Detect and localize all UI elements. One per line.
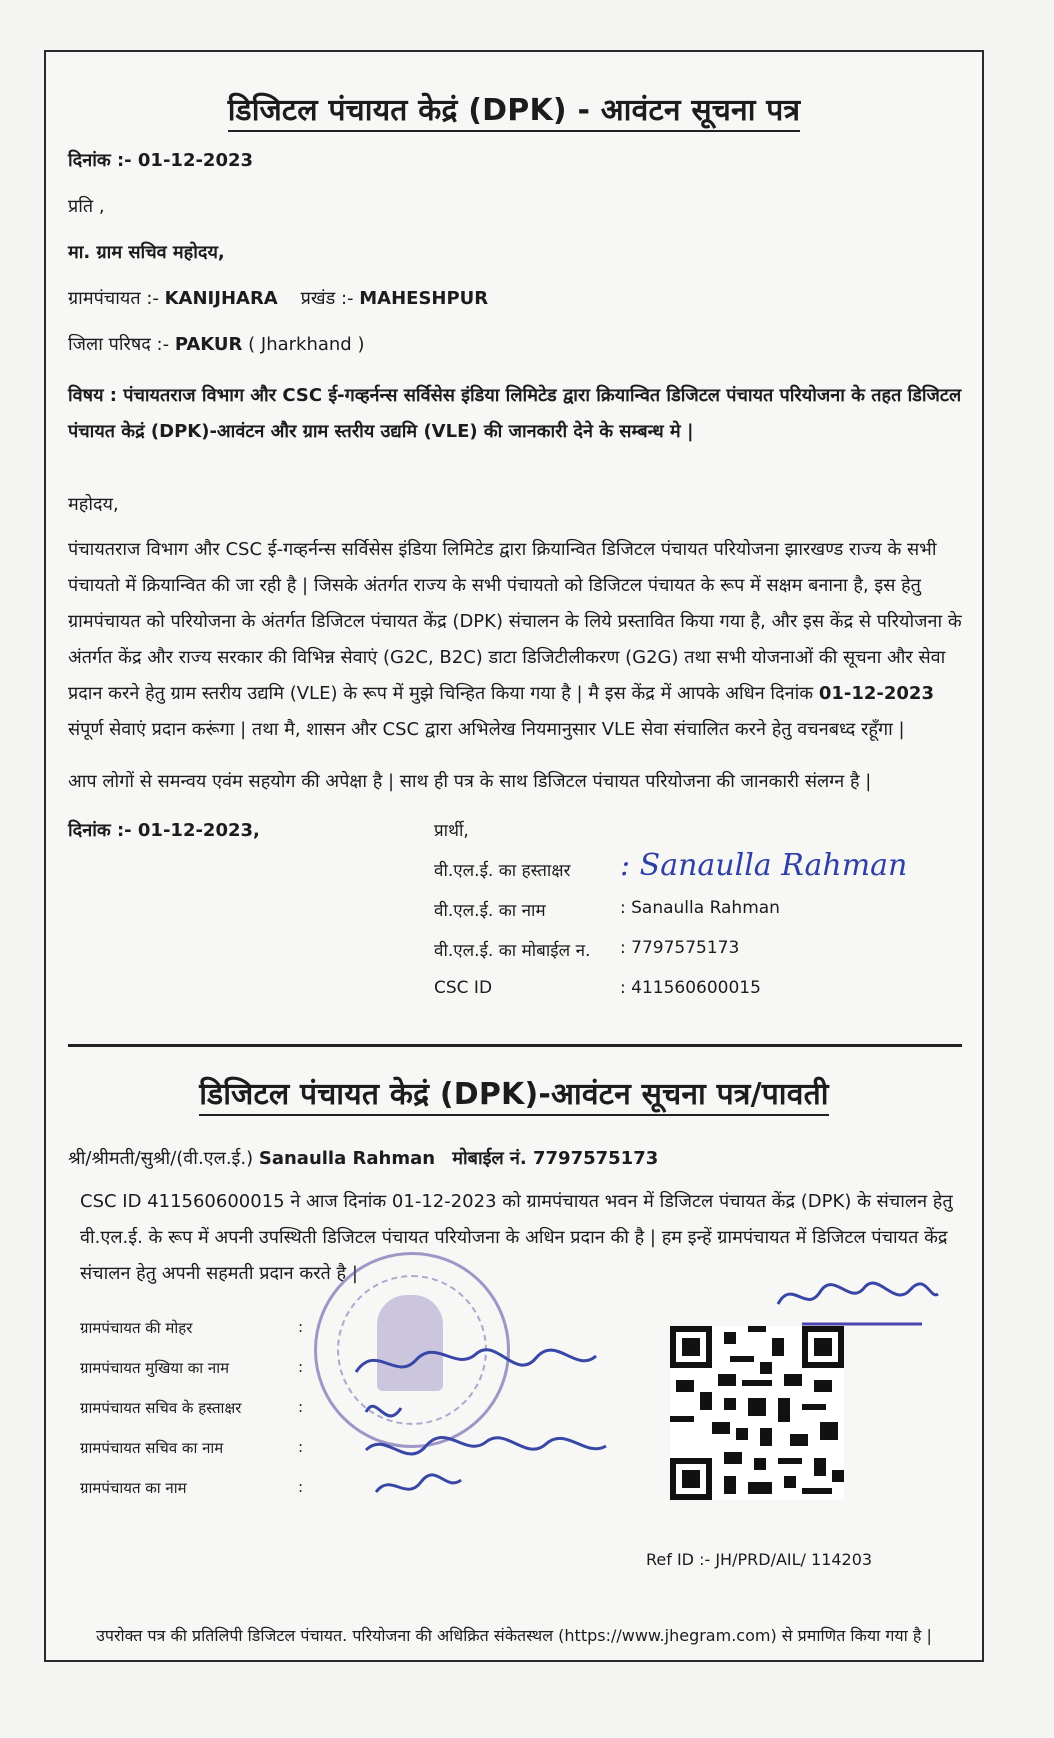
mukhiya-stamp — [772, 1264, 942, 1339]
receipt-title: डिजिटल पंचायत केद्रं (DPK)-आवंटन सूचना पत्र/पावती — [46, 1072, 982, 1113]
state: ( Jharkhand ) — [242, 334, 365, 355]
vle-signature: : Sanaulla Rahman — [620, 848, 908, 883]
subject: विषय : पंचायतराज विभाग और CSC ई-गव्हर्नन्स सर्विसेस इंडिया लिमिटेड द्वारा क्रियान्वित डिजिटल पंचायत परियोजना के तहत डिजिटल पंचायत केद्रं (DPK)-आवंटन और ग्राम स्तरीय उद्यमि (VLE) की जानकारी देने के सम्बन्ध मे | — [68, 385, 962, 442]
date-line: दिनांक :- 01-12-2023 — [68, 150, 254, 171]
document-frame: डिजिटल पंचायत केद्रं (DPK) - आवंटन सूचना पत्र दिनांक :- 01-12-2023 प्रति , मा. ग्राम सचिव महोदय, ग्रामपंचायत :- KANIJHARA प्रखंड :- MAHESHPUR जिला परिषद :- PAKUR ( Jharkhand ) विषय : पंचायतराज विभाग और CSC ई-गव्हर्नन्स सर्विसेस इंडिया लिमिटेड द्वारा क्रियान्वित डिजिटल पंचायत परियोजना के तहत डिजिटल पंचायत केद्रं (DPK)-आवंटन और ग्राम स्तरीय उद्यमि (VLE) की जानकारी देने के सम्बन्ध मे | महोदय, पंचायतराज विभाग और CSC ई-गव्हर्नन्स सर्विसेस इंडिया लिमिटेड द्वारा क्रियान्वित डिजिटल पंचायत परियोजना झारखण्ड राज्य के सभी पंचायतो में क्रियान्वित की जा रही है | जिसके अंतर्गत राज्य के सभी पंचायतो को डिजिटल पंचायत के रूप में सक्षम बनाना है, इस हेतु ग्रामपंचायत को परियोजना के अंतर्गत डिजिटल पंचायत केंद्र (DPK) संचालन के लिये प्रस्तावित किया गया है, और इस केंद्र से परियोजना के अंतर्गत केंद्र और राज्य सरकार की विभिन्न सेवाएं (G2C, B2C) डाटा डिजिटीलीकरण (G2G) तथा सभी योजनाओं की सूचना और सेवा प्रदान करने हेतु ग्राम स्तरीय उद्यमि (VLE) के रूप में मुझे चिन्हित किया गया है | मै इस केंद्र में आपके अधिन दिनांक 01-12-2023 संपूर्ण सेवाएं प्रदान करूंगा | तथा मै, शासन और CSC द्वारा अभिलेख नियमानुसार VLE सेवा संचालित करने हेतु वचनबध्द रहूँगा | आप लोगों से समन्वय एवंम सहयोग की अपेक्षा है | साथ ही पत्र के साथ डिजिटल पंचायत परियोजना की जानकारी संलग्न है | दिनांक :- 01-12-2023, प्रार्थी, वी.एल.ई. का हस्ताक्षर : Sanaulla Rahman वी.एल.ई. का नाम : Sanaulla Rahman वी.एल.ई. का मोबाईल न. : 7797575173 CSC ID : 411560600015 डिजिटल पंचायत केद्रं (DPK)-आवंटन सूचना पत्र/पावती श्री/श्रीमती/सुश्री/(वी.एल.ई.) Sanaulla Rahman मोबाईल नं. 7797575173 CSC ID 411560600015 ने आज दिनांक 01-12-2023 को ग्रामपंचायत भवन में डिजिटल पंचायत केंद्र (DPK) के संचालन हेतु वी.एल.ई. के रूप में अपनी उपस्थिती डिजिटल पंचायत परियोजना के अधिन प्रदान की है | हम इन्हें ग्रामपंचायत में डिजिटल पंचायत केंद्र संचालन हेतु अपनी सहमती प्रदान करते है | ग्रामपंचायत की मोहर : ग्रामपंचायत मुखिया का नाम : ग्रामपंचायत सचिव के हस्ताक्षर : ग्रामपंचायत सचिव का नाम : ग्रामपंचायत का नाम : Ref ID :- JH/PRD/AIL/ 114203 उपरोक्त पत्र की प्रतिलिपी डिजिटल पंचायत. परियोजना की अधिक्रित संकेतस्थल (https://www.jhegram.com) से प्रमाणित किया गया है | — [44, 50, 984, 1662]
ack-paragraph: CSC ID 411560600015 ने आज दिनांक 01-12-2023 को ग्रामपंचायत भवन में डिजिटल पंचायत केंद्र (DPK) के संचालन हेतु वी.एल.ई. के रूप में अपनी उपस्थिती डिजिटल पंचायत परियोजना के अधिन प्रदान की है | हम इन्हें ग्रामपंचायत में डिजिटल पंचायत केंद्र संचालन हेतु अपनी सहमती प्रदान करते है | — [80, 1191, 953, 1284]
ack-label-gp-name: ग्रामपंचायत का नाम — [80, 1479, 187, 1497]
gp-value: KANIJHARA — [164, 288, 278, 309]
vle-name-label: वी.एल.ई. का नाम — [434, 901, 546, 921]
sign-date: दिनांक :- 01-12-2023, — [68, 820, 260, 841]
footer-note: उपरोक्त पत्र की प्रतिलिपी डिजिटल पंचायत. परियोजना की अधिक्रित संकेतस्थल (https://www.jhegram.com) से प्रमाणित किया गया है | — [96, 1626, 932, 1645]
csc-id-value: : 411560600015 — [620, 978, 761, 998]
gp-label: ग्रामपंचायत :- — [68, 288, 165, 309]
vle-name-value: : Sanaulla Rahman — [620, 898, 780, 918]
vle-sign-label: वी.एल.ई. का हस्ताक्षर — [434, 861, 571, 881]
district-value: PAKUR — [174, 334, 243, 355]
block-label: प्रखंड :- — [300, 288, 360, 309]
csc-id-label: CSC ID — [434, 978, 493, 998]
handwritten-signatures-icon — [346, 1342, 646, 1512]
vle-mobile-value: : 7797575173 — [620, 938, 740, 958]
body-paragraph-1: पंचायतराज विभाग और CSC ई-गव्हर्नन्स सर्विसेस इंडिया लिमिटेड द्वारा क्रियान्वित डिजिटल पंचायत परियोजना झारखण्ड राज्य के सभी पंचायतो में क्रियान्वित की जा रही है | जिसके अंतर्गत राज्य के सभी पंचायतो को डिजिटल पंचायत के रूप में सक्षम बनाना है, इस हेतु ग्रामपंचायत को परियोजना के अंतर्गत डिजिटल पंचायत केंद्र (DPK) संचालन के लिये प्रस्तावित किया गया है, और इस केंद्र से परियोजना के अंतर्गत केंद्र और राज्य सरकार की विभिन्न सेवाएं (G2C, B2C) डाटा डिजिटीलीकरण (G2G) तथा सभी योजनाओं की सूचना और सेवा प्रदान करने हेतु ग्राम स्तरीय उद्यमि (VLE) के रूप में मुझे चिन्हित किया गया है | मै इस केंद्र में आपके अधिन दिनांक 01-12-2023 संपूर्ण सेवाएं प्रदान करूंगा | तथा मै, शासन और CSC द्वारा अभिलेख नियमानुसार VLE सेवा संचालित करने हेतु वचनबध्द रहूँगा | — [68, 539, 962, 740]
block-value: MAHESHPUR — [359, 288, 489, 309]
ack-label-secretary-sign: ग्रामपंचायत सचिव के हस्ताक्षर — [80, 1399, 242, 1417]
gp-block-line — [68, 286, 488, 310]
district-line — [68, 332, 364, 356]
ref-id: Ref ID :- JH/PRD/AIL/ 114203 — [646, 1550, 873, 1569]
section-divider — [68, 1044, 962, 1047]
district-label: जिला परिषद :- — [68, 334, 175, 355]
ack-label-mukhiya: ग्रामपंचायत मुखिया का नाम — [80, 1359, 230, 1377]
person-line: श्री/श्रीमती/सुश्री/(वी.एल.ई.) Sanaulla Rahman मोबाईल नं. 7797575173 — [68, 1148, 659, 1169]
ack-label-secretary-name: ग्रामपंचायत सचिव का नाम — [80, 1439, 224, 1457]
ack-label-seal: ग्रामपंचायत की मोहर — [80, 1319, 193, 1337]
qr-code-icon — [670, 1326, 844, 1500]
prarthi: प्रार्थी, — [434, 821, 469, 841]
service-date: 01-12-2023 — [818, 683, 934, 704]
person-mobile: मोबाईल नं. 7797575173 — [452, 1148, 659, 1169]
stamp-handwriting-icon — [772, 1264, 942, 1334]
prati: प्रति , — [68, 196, 105, 217]
body-paragraph-2: आप लोगों से समन्वय एवंम सहयोग की अपेक्षा है | साथ ही पत्र के साथ डिजिटल पंचायत परियोजना की जानकारी संलग्न है | — [68, 771, 872, 792]
addressee: मा. ग्राम सचिव महोदय, — [68, 242, 225, 263]
salutation: महोदय, — [68, 494, 119, 515]
page-title: डिजिटल पंचायत केद्रं (DPK) - आवंटन सूचना पत्र — [46, 88, 982, 129]
vle-mobile-label: वी.एल.ई. का मोबाईल न. — [434, 941, 591, 961]
person-name: Sanaulla Rahman — [258, 1148, 436, 1169]
